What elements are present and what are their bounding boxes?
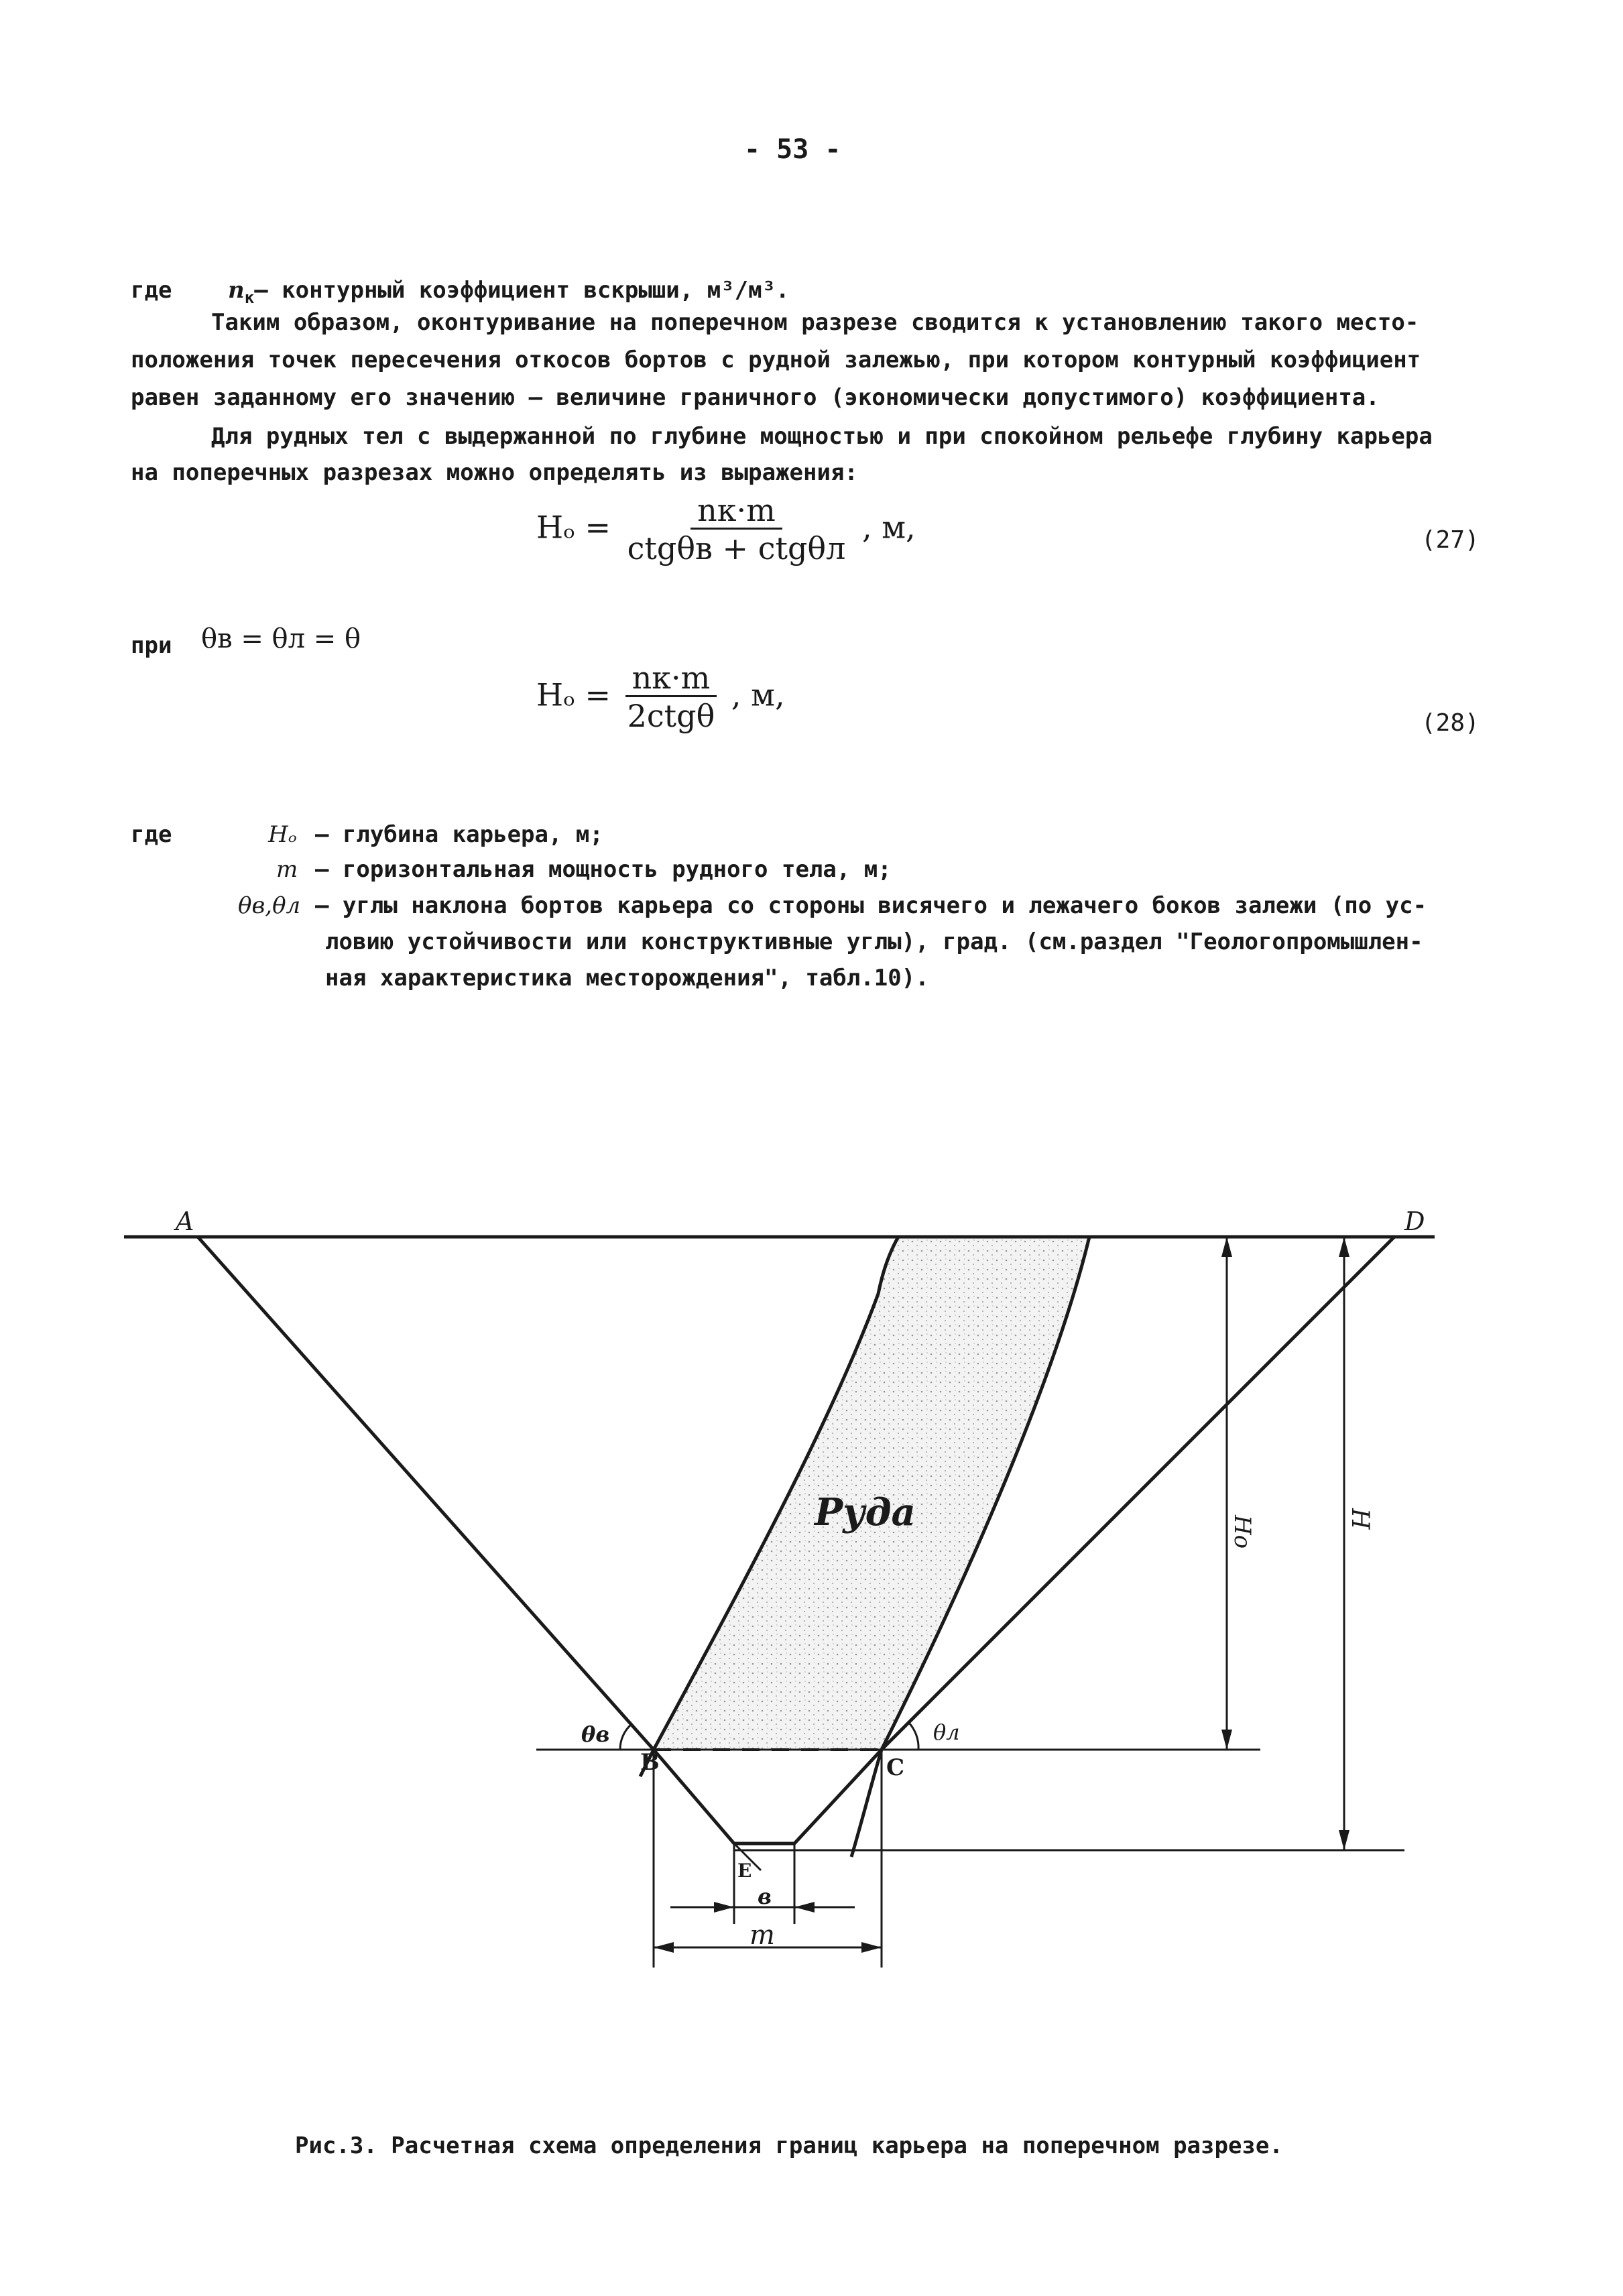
formula-27-lhs: Hₒ =	[536, 509, 611, 546]
angle-arc-left	[620, 1724, 632, 1750]
label-point-b: B	[640, 1749, 660, 1776]
arrow-b-right	[794, 1902, 815, 1913]
dimension-label-m: m	[749, 1920, 775, 1951]
where-label-2: где	[131, 821, 172, 848]
dimension-label-h: H	[1346, 1508, 1374, 1530]
where-label-1: где	[131, 277, 172, 304]
condition-label: при	[131, 632, 172, 659]
equation-number-28: (28)	[1421, 709, 1480, 737]
definition-text-ho: – глубина карьера, м;	[315, 821, 603, 848]
arrow-m-left	[654, 1942, 674, 1953]
label-point-e: Е	[737, 1860, 752, 1882]
formula-28-lhs: Hₒ =	[536, 676, 611, 713]
equation-number-27: (27)	[1421, 526, 1480, 554]
definition-symbol-ho: Hₒ	[268, 821, 297, 848]
page-number: - 53 -	[744, 134, 841, 165]
arrow-h-bottom	[1339, 1830, 1349, 1850]
paragraph-1-line-1: Таким образом, оконтуривание на поперечном разрезе сводится к установлению такого место-	[211, 309, 1419, 336]
formula-27-unit: , м,	[861, 509, 916, 546]
paragraph-2-line-1: Для рудных тел с выдержанной по глубине мощностью и при спокойном рельефе глубину карьера	[211, 423, 1433, 450]
angle-label-right: θл	[933, 1719, 960, 1745]
paragraph-2-line-2: на поперечных разрезах можно определять из выражения:	[131, 459, 858, 486]
definition-text-theta-line-2: ловию устойчивости или конструктивные углы), град. (см.раздел "Геологопромышлен-	[325, 928, 1423, 955]
definition-text-m: – горизонтальная мощность рудного тела, м;	[315, 856, 892, 883]
paragraph-1-line-3: равен заданному его значению – величине граничного (экономически допустимого) коэффициента.	[131, 384, 1380, 411]
arrow-ho-bottom	[1221, 1730, 1232, 1750]
figure-caption: Рис.3. Расчетная схема определения границ карьера на поперечном разрезе.	[295, 2132, 1283, 2159]
arrow-b-left	[714, 1902, 734, 1913]
paragraph-1-line-2: положения точек пересечения откосов бортов с рудной залежью, при котором контурный коэффициент	[131, 347, 1421, 373]
arrow-ho-top	[1221, 1237, 1232, 1257]
arrow-h-top	[1339, 1237, 1349, 1257]
nk-subscript: к	[244, 288, 255, 307]
formula-28-numerator: nк·m	[625, 660, 717, 697]
definition-symbol-m: m	[276, 856, 298, 883]
angle-label-left: θв	[581, 1721, 610, 1747]
formula-27-numerator: nк·m	[690, 493, 782, 530]
nk-definition-text: – контурный коэффициент вскрыши, м³/м³.	[254, 277, 790, 304]
label-point-d: D	[1404, 1207, 1425, 1236]
ore-label: Руда	[815, 1490, 916, 1534]
formula-28-denominator: 2ctgθ	[627, 698, 715, 734]
dimension-label-ho: Hо	[1229, 1515, 1256, 1549]
label-point-c: C	[886, 1754, 905, 1781]
angle-arc-right	[908, 1722, 918, 1750]
arrow-m-right	[861, 1942, 882, 1953]
definition-symbol-theta: θв,θл	[238, 892, 301, 919]
label-point-a: A	[176, 1207, 194, 1236]
definition-text-theta-line-1: – углы наклона бортов карьера со стороны висячего и лежачего боков залежи (по ус-	[315, 892, 1427, 919]
definition-text-theta-line-3: ная характеристика месторождения", табл.10).	[325, 965, 929, 991]
condition-expression: θв = θл = θ	[201, 623, 361, 654]
dimension-label-b: в	[758, 1884, 772, 1909]
nk-symbol: n	[228, 277, 245, 304]
formula-28-unit: , м,	[731, 676, 785, 713]
formula-27-denominator: ctgθв + ctgθл	[627, 530, 846, 566]
